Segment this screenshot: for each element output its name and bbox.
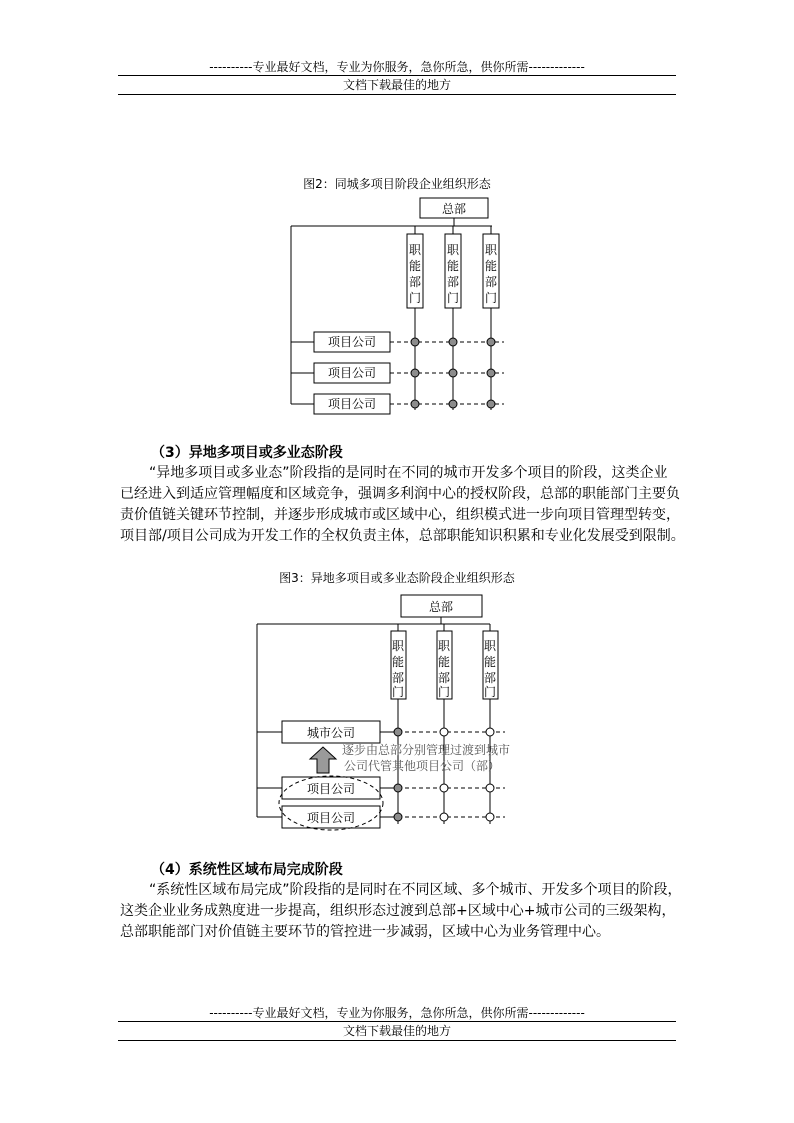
section4-line: 这类企业业务成熟度进一步提高，组织形态过渡到总部+区域中心+城市公司的三级架构， — [120, 903, 676, 919]
fig2-dept-char: 能 — [484, 259, 498, 273]
fig2-node — [449, 369, 457, 377]
fig3-up-arrow — [310, 747, 336, 773]
fig2-dept-char: 职 — [484, 243, 498, 257]
fig2-dept-char: 部 — [484, 275, 498, 289]
section3-line: 责价值链关键环节控制，并逐步形成城市或区域中心，组织模式进一步向项目管理型转变， — [120, 507, 680, 523]
header-rule-bottom — [118, 94, 676, 95]
footer-rule-top — [118, 1021, 676, 1022]
page-header-subtitle: 文档下载最佳的地方 — [342, 78, 451, 92]
fig3-city-label: 城市公司 — [306, 726, 356, 740]
page-footer-slogan: ----------专业最好文档，专业为你服务，急你所急，供你所需------------- — [209, 1006, 585, 1020]
fig2-dept-char: 能 — [446, 259, 460, 273]
page-footer-subtitle: 文档下载最佳的地方 — [342, 1024, 451, 1038]
fig3-node — [486, 813, 494, 821]
fig2-node — [487, 400, 495, 408]
header-rule-top — [118, 75, 676, 76]
section3-paragraph — [120, 463, 685, 547]
fig3-node — [394, 784, 402, 792]
section4-paragraph — [120, 880, 680, 943]
fig3-dept-char: 职 — [391, 639, 405, 653]
fig2-node — [449, 338, 457, 346]
fig2-hq-label: 总部 — [441, 202, 467, 216]
fig3-project-label: 项目公司 — [306, 782, 356, 796]
fig3-dept-char: 职 — [437, 639, 451, 653]
section3-line: “异地多项目或多业态”阶段指的是同时在不同的城市开发多个项目的阶段，这类企业 — [149, 465, 668, 481]
fig2-dept-char: 职 — [408, 243, 422, 257]
fig3-dept-char: 部 — [437, 671, 451, 685]
fig2-dept-char: 部 — [408, 275, 422, 289]
fig2-node — [411, 338, 419, 346]
section3-heading: （3）异地多项目或多业态阶段 — [151, 445, 343, 461]
fig3-node — [486, 728, 494, 736]
fig3-node — [440, 728, 448, 736]
fig2-node — [449, 400, 457, 408]
fig3-dept-char: 部 — [391, 671, 405, 685]
fig2-project-label: 项目公司 — [327, 366, 377, 380]
fig3-node — [440, 813, 448, 821]
fig2-node — [487, 369, 495, 377]
fig3-project-label: 项目公司 — [306, 811, 356, 825]
fig2-dept-char: 门 — [446, 291, 460, 305]
fig2-dept-char: 门 — [484, 291, 498, 305]
section3-line: 项目部/项目公司成为开发工作的全权负责主体，总部职能知识积累和专业化发展受到限制。 — [120, 528, 685, 544]
fig2-node — [487, 338, 495, 346]
figure3-org-diagram — [250, 588, 530, 838]
fig3-node — [440, 784, 448, 792]
fig2-dept-char: 能 — [408, 259, 422, 273]
fig2-dept-char: 门 — [408, 291, 422, 305]
fig3-dept-char: 部 — [483, 671, 497, 685]
fig3-annotation: 公司代管其他项目公司（部） — [344, 759, 501, 773]
fig2-node — [411, 369, 419, 377]
fig3-hq-label: 总部 — [428, 600, 454, 614]
section3-line: 已经进入到适应管理幅度和区域竞争，强调多利润中心的授权阶段，总部的职能部门主要负 — [120, 486, 680, 502]
fig3-node — [486, 784, 494, 792]
fig3-node — [394, 728, 402, 736]
fig2-project-label: 项目公司 — [327, 335, 377, 349]
fig3-dept-char: 能 — [437, 655, 451, 669]
footer-rule-bottom — [118, 1040, 676, 1041]
fig2-dept-char: 部 — [446, 275, 460, 289]
section4-line: 总部职能部门对价值链主要环节的管控进一步减弱，区域中心为业务管理中心。 — [120, 924, 610, 940]
fig2-dept-char: 职 — [446, 243, 460, 257]
fig3-annotation: 逐步由总部分别管理过渡到城市 — [342, 743, 511, 757]
page-header-slogan: ----------专业最好文档，专业为你服务，急你所急，供你所需------------- — [209, 60, 585, 74]
figure2-caption: 图2：同城多项目阶段企业组织形态 — [303, 177, 491, 191]
fig3-dept-char: 门 — [437, 685, 451, 699]
fig2-node — [411, 400, 419, 408]
fig3-node — [394, 813, 402, 821]
fig3-dept-char: 门 — [483, 685, 497, 699]
section4-heading: （4）系统性区域布局完成阶段 — [151, 862, 343, 878]
fig3-dept-char: 能 — [391, 655, 405, 669]
fig3-dept-char: 能 — [483, 655, 497, 669]
figure3-caption: 图3：异地多项目或多业态阶段企业组织形态 — [279, 571, 515, 585]
fig3-dept-char: 门 — [391, 685, 405, 699]
figure2-org-diagram — [280, 194, 520, 420]
section4-line: “系统性区域布局完成”阶段指的是同时在不同区域、多个城市、开发多个项目的阶段， — [149, 882, 682, 898]
fig3-dept-char: 职 — [483, 639, 497, 653]
fig2-project-label: 项目公司 — [327, 397, 377, 411]
